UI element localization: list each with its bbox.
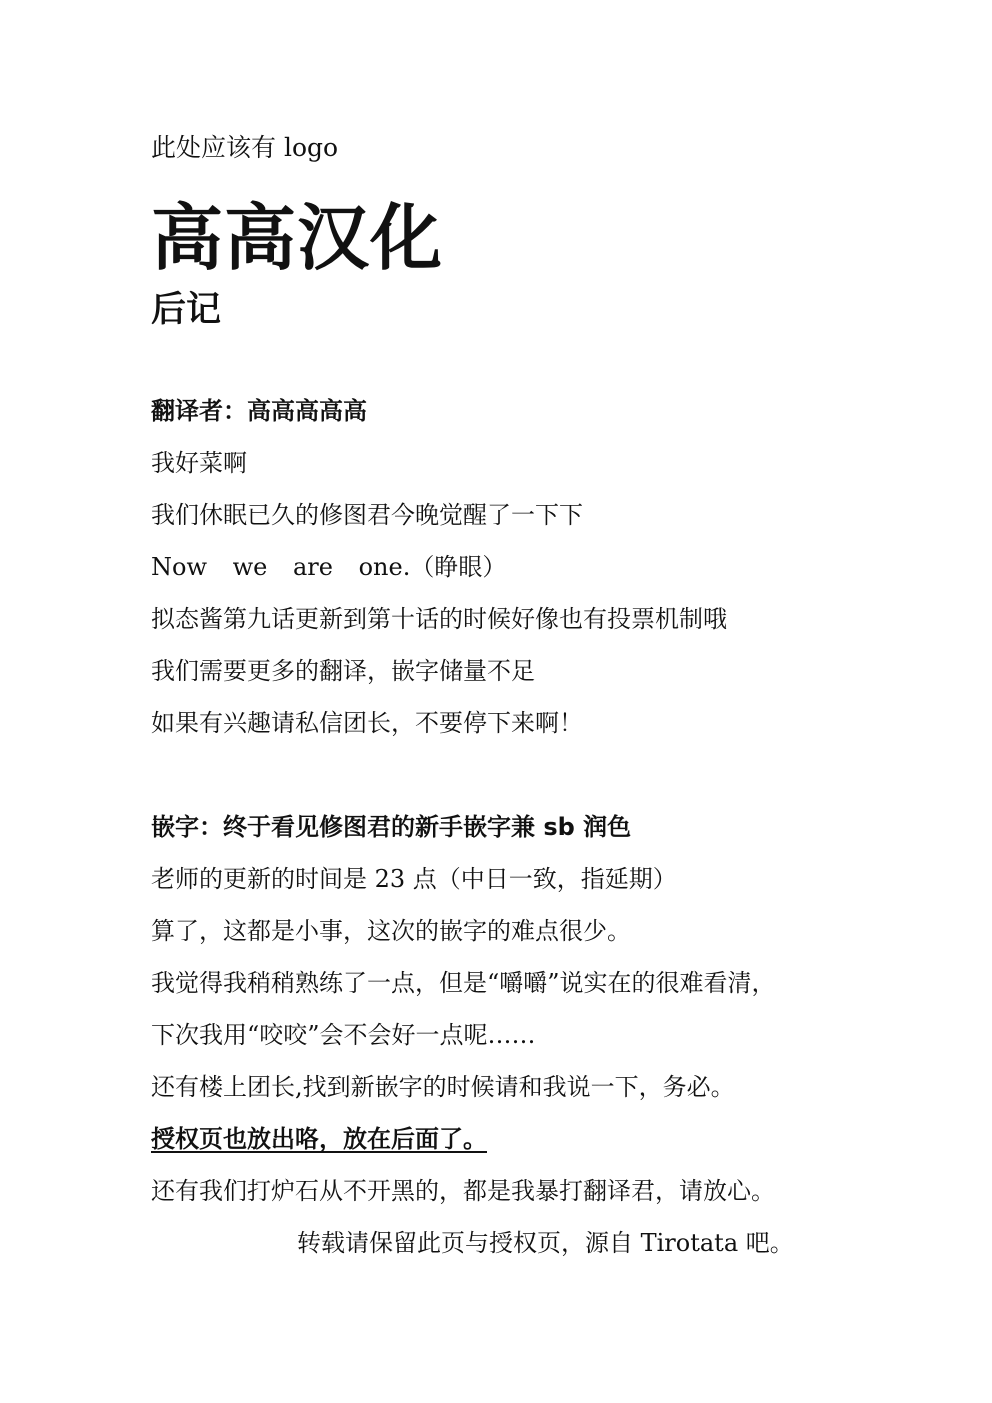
- translator-line: 我们需要更多的翻译，嵌字储量不足: [151, 657, 535, 685]
- group-name-title: 高高汉化: [151, 196, 444, 280]
- typesetter-line: 还有楼上团长,找到新嵌字的时候请和我说一下，务必。: [151, 1073, 735, 1101]
- typesetter-line: 老师的更新的时间是 23 点（中日一致，指延期）: [151, 865, 677, 893]
- logo-placeholder-text: 此处应该有 logo: [151, 133, 339, 162]
- translator-line: 如果有兴趣请私信团长，不要停下来啊！: [151, 709, 583, 737]
- repost-credit: 转载请保留此页与授权页，源自 Tirotata 吧。: [297, 1229, 794, 1257]
- typesetter-line: 下次我用“咬咬”会不会好一点呢……: [151, 1021, 536, 1049]
- translator-line: 我好菜啊: [151, 449, 247, 477]
- typesetter-line: 我觉得我稍稍熟练了一点，但是“嚼嚼”说实在的很难看清，: [151, 969, 776, 997]
- translator-line: 拟态酱第九话更新到第十话的时候好像也有投票机制哦: [151, 605, 727, 633]
- typesetter-line: 算了，这都是小事，这次的嵌字的难点很少。: [151, 917, 631, 945]
- typesetter-heading: 嵌字：终于看见修图君的新手嵌字兼 sb 润色: [151, 813, 632, 841]
- translator-heading: 翻译者：高高高高高: [151, 397, 367, 425]
- hearthstone-note: 还有我们打炉石从不开黑的，都是我暴打翻译君，请放心。: [151, 1177, 775, 1205]
- afterword-subtitle: 后记: [151, 290, 222, 330]
- translator-line: 我们休眠已久的修图君今晚觉醒了一下下: [151, 501, 583, 529]
- authorization-page-note: 授权页也放出咯，放在后面了。: [151, 1125, 487, 1153]
- translator-line: Now we are one.（睁眼）: [151, 553, 507, 581]
